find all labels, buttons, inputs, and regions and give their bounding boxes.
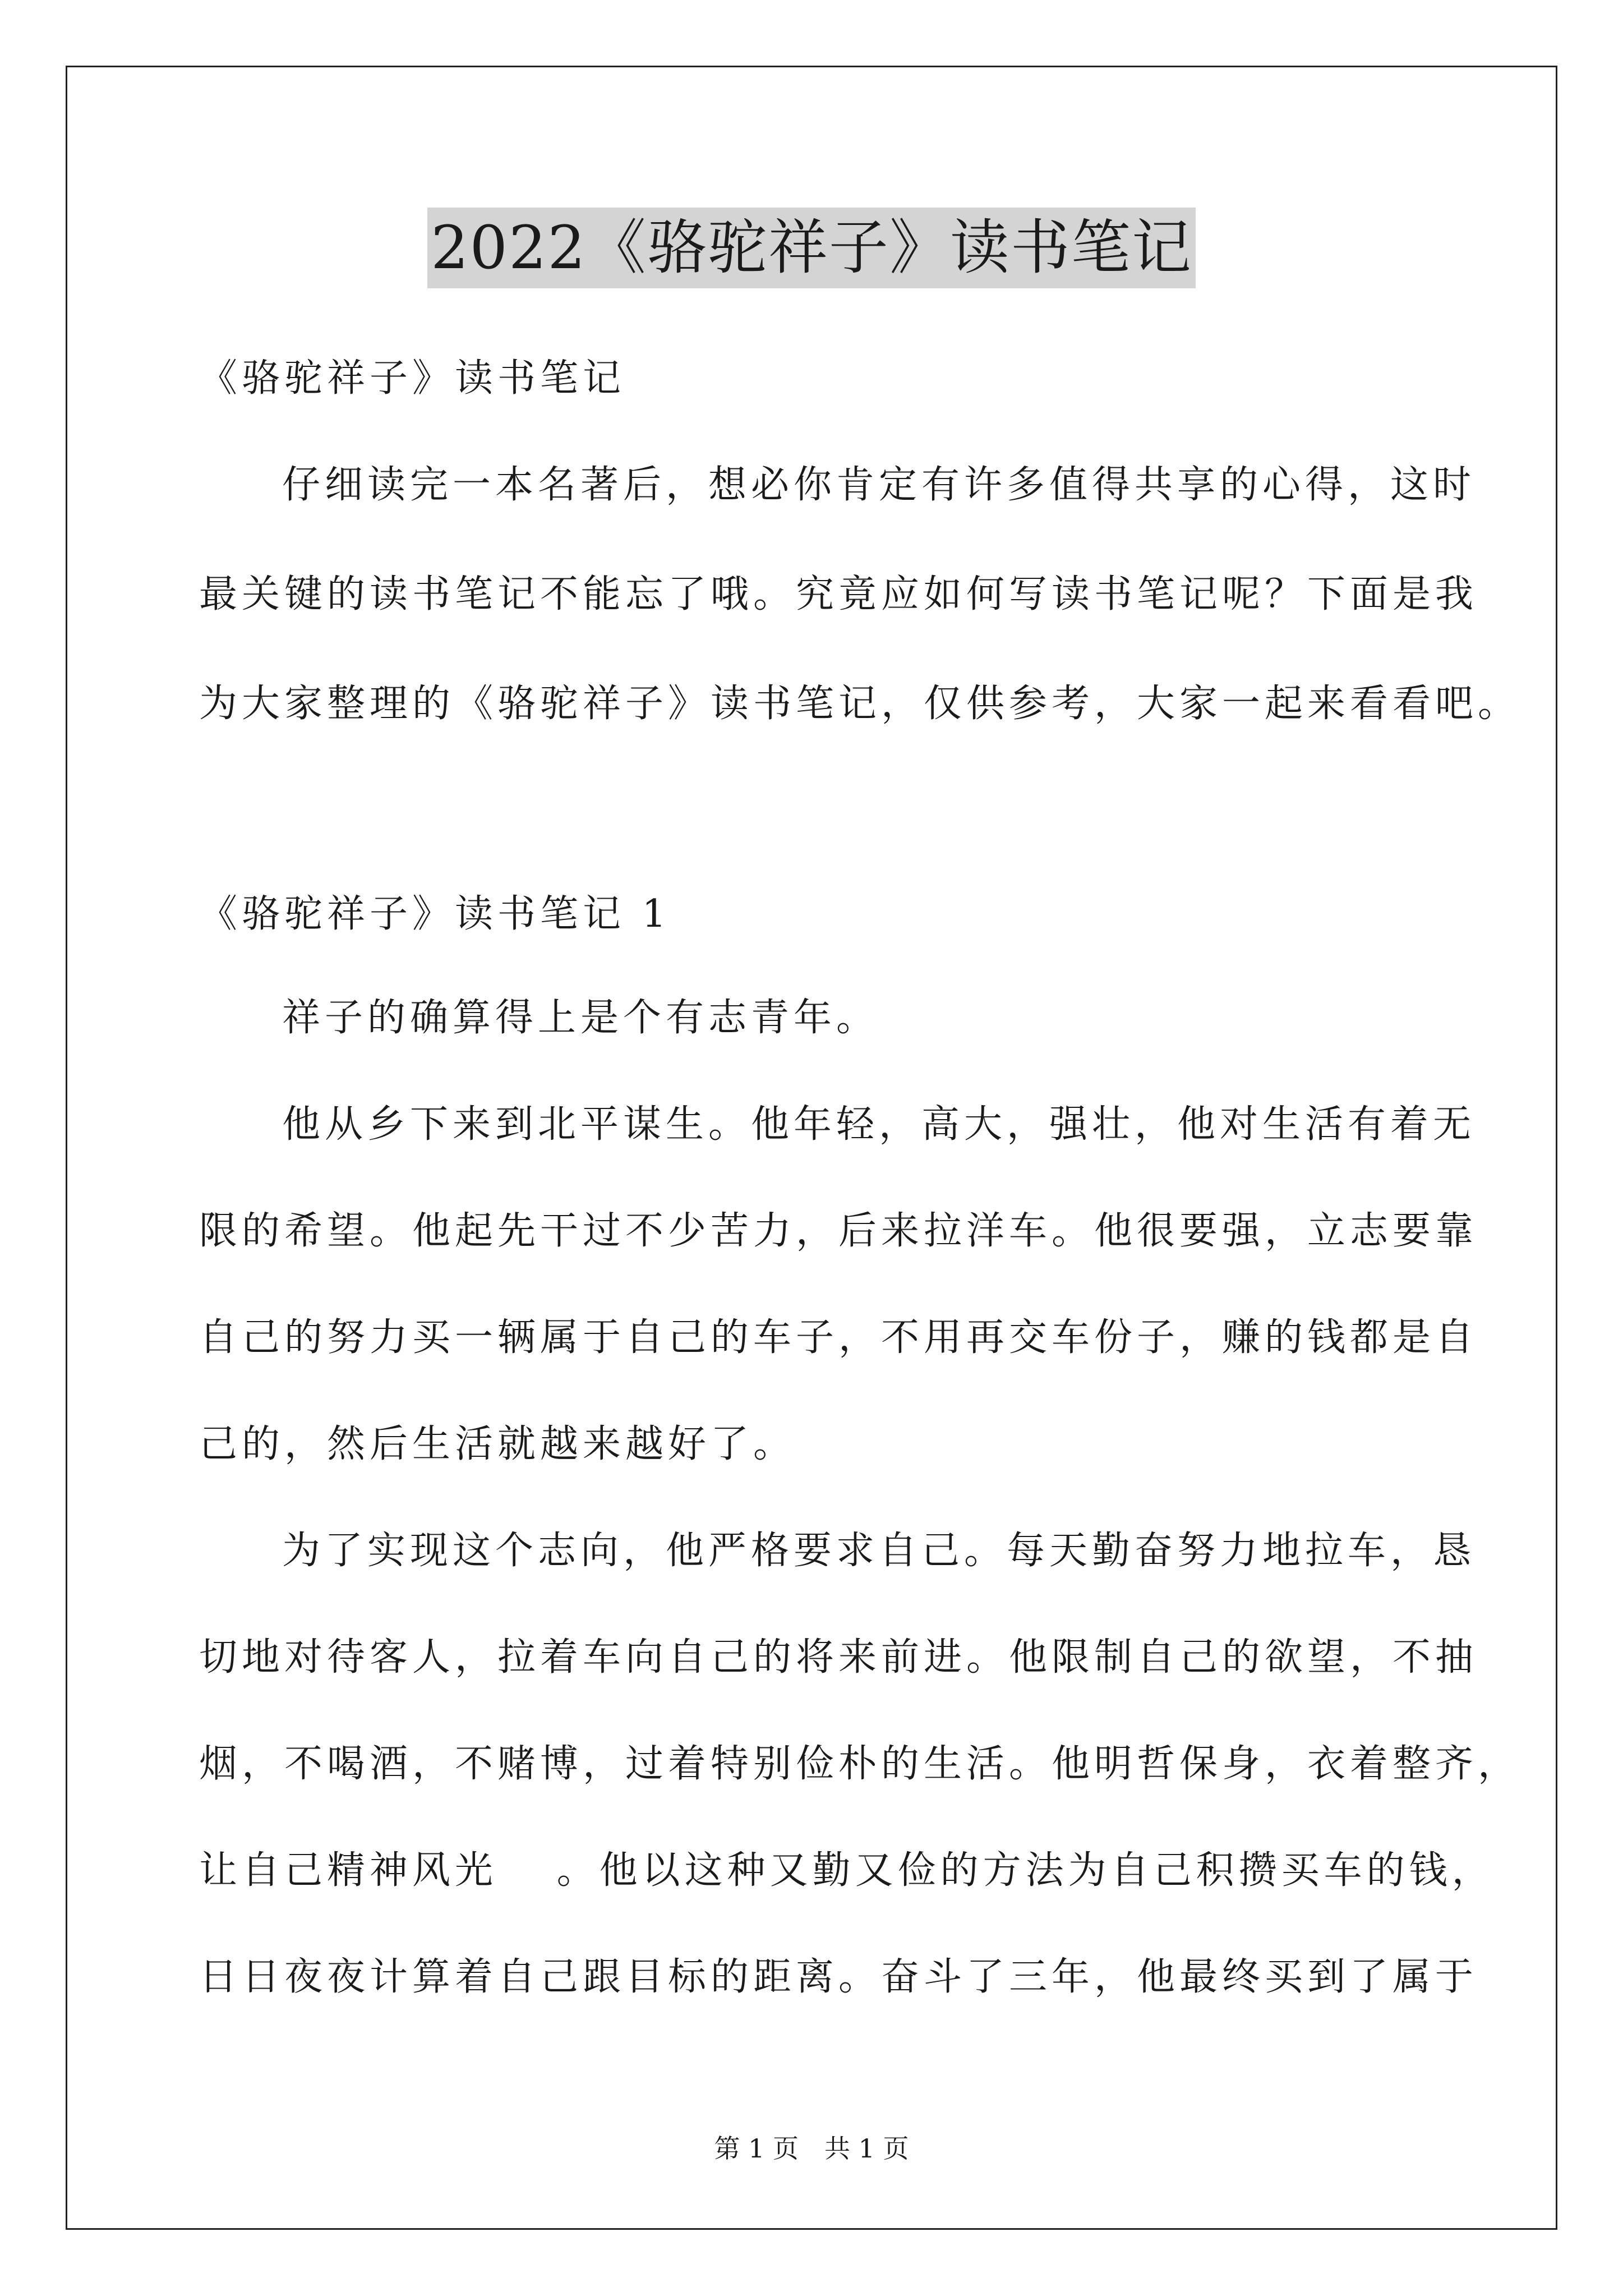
- page-number: 第 1 页 共 1 页: [714, 2133, 909, 2164]
- body-line: 烟，不喝酒，不赌博，过着特别俭朴的生活。他明哲保身，衣着整齐，: [199, 1742, 1521, 1786]
- body-line: 己的，然后生活就越来越好了。: [199, 1422, 796, 1466]
- section-heading: 《骆驼祥子》读书笔记 1: [199, 892, 671, 936]
- document-title: 2022《骆驼祥子》读书笔记: [427, 208, 1196, 288]
- subtitle: 《骆驼祥子》读书笔记: [199, 356, 626, 401]
- body-line: 他从乡下来到北平谋生。他年轻，高大，强壮，他对生活有着无: [282, 1102, 1476, 1147]
- intro-line: 仔细读完一本名著后，想必你肯定有许多值得共享的心得，这时: [282, 463, 1476, 507]
- body-line: 限的希望。他起先干过不少苦力，后来拉洋车。他很要强，立志要靠: [199, 1209, 1478, 1253]
- body-line: 让自己精神风光 。他以这种又勤又俭的方法为自己积攒买车的钱，: [199, 1848, 1495, 1893]
- title-container: [0, 208, 1623, 288]
- body-line: 切地对待客人，拉着车向自己的将来前进。他限制自己的欲望，不抽: [199, 1635, 1478, 1680]
- body-line: 日日夜夜计算着自己跟目标的距离。奋斗了三年，他最终买到了属于: [199, 1955, 1478, 1999]
- intro-line: 最关键的读书笔记不能忘了哦。究竟应如何写读书笔记呢？下面是我: [199, 572, 1478, 616]
- body-line: 祥子的确算得上是个有志青年。: [282, 996, 879, 1040]
- body-line: 为了实现这个志向，他严格要求自己。每天勤奋努力地拉车，恳: [282, 1529, 1476, 1573]
- body-line: 自己的努力买一辆属于自己的车子，不用再交车份子，赚的钱都是自: [199, 1315, 1478, 1360]
- intro-line: 为大家整理的《骆驼祥子》读书笔记，仅供参考，大家一起来看看吧。: [199, 682, 1521, 726]
